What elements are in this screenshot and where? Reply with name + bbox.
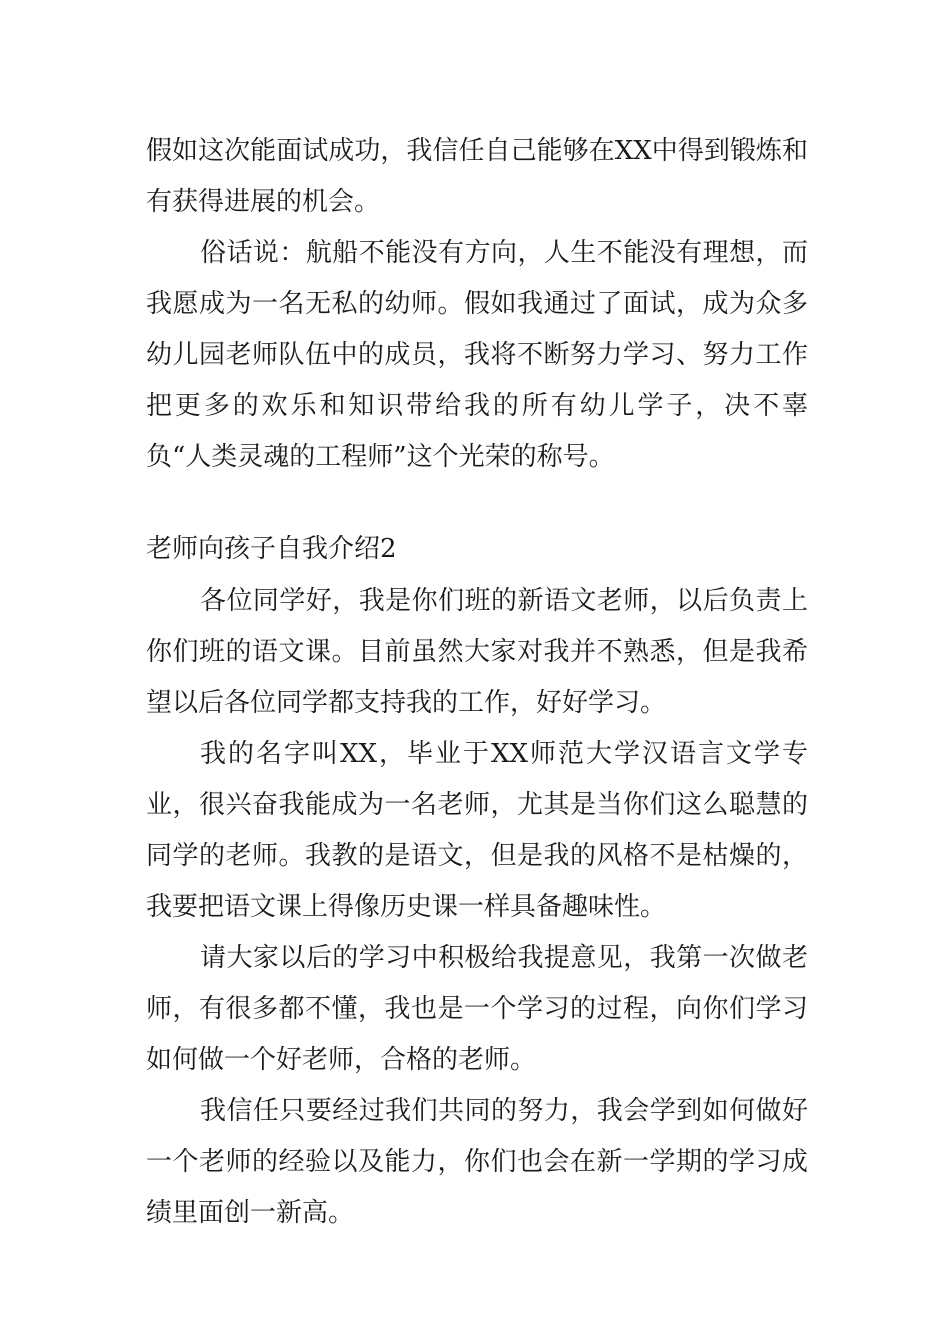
- section-1-body: [146, 126, 808, 483]
- paragraph: 请大家以后的学习中积极给我提意见，我第一次做老师，有很多都不懂，我也是一个学习的过程，向你们学习如何做一个好老师，合格的老师。: [146, 943, 808, 1075]
- paragraph: 我的名字叫XX，毕业于XX师范大学汉语言文学专业，很兴奋我能成为一名老师，尤其是当你们这么聪慧的同学的老师。我教的是语文，但是我的风格不是枯燥的，我要把语文课上得像历史课一样具备趣味性。: [146, 739, 808, 922]
- section-2-body: [146, 576, 808, 1239]
- paragraph: 俗话说：航船不能没有方向，人生不能没有理想，而我愿成为一名无私的幼师。假如我通过了面试，成为众多幼儿园老师队伍中的成员，我将不断努力学习、努力工作把更多的欢乐和知识带给我的所有幼儿学子，决不辜负“人类灵魂的工程师”这个光荣的称号。: [146, 238, 808, 472]
- paragraph: 我信任只要经过我们共同的努力，我会学到如何做好一个老师的经验以及能力，你们也会在新一学期的学习成绩里面创一新高。: [146, 1096, 808, 1228]
- section-heading: 老师向孩子自我介绍2: [146, 534, 397, 564]
- paragraph: 各位同学好，我是你们班的新语文老师，以后负责上你们班的语文课。目前虽然大家对我并不熟悉，但是我希望以后各位同学都支持我的工作，好好学习。: [146, 586, 808, 718]
- paragraph-continuation: 假如这次能面试成功，我信任自己能够在XX中得到锻炼和有获得进展的机会。: [146, 136, 808, 217]
